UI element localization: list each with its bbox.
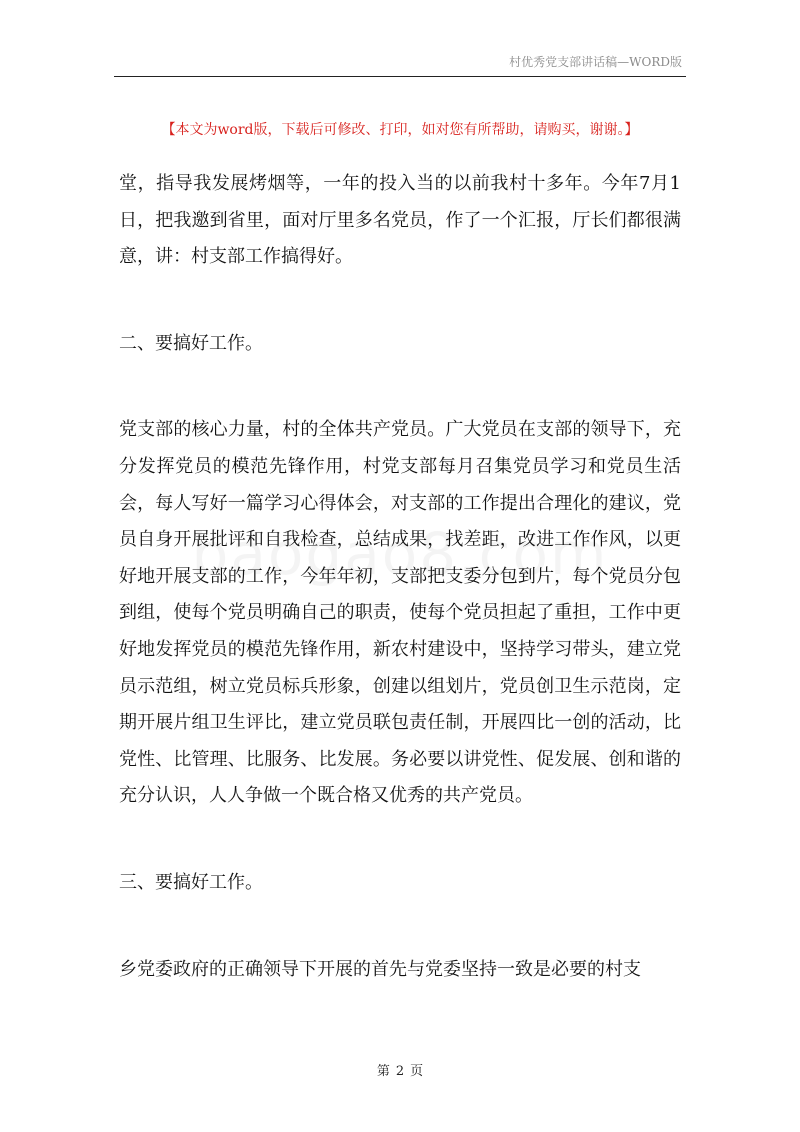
paragraph-1: 堂，指导我发展烤烟等，一年的投入当的以前我村十多年。今年7月1日，把我邀到省里，面对厅里多名党员，作了一个汇报，厅长们都很满意，讲：村支部工作搞得好。 [119,173,681,268]
running-header: 村优秀党支部讲话稿—WORD版 [509,55,682,69]
document-body [119,166,681,988]
paragraph-3: 乡党委政府的正确领导下开展的首先与党委坚持一致是必要的村支 [119,958,641,980]
page-footer [0,1060,800,1079]
page-number-suffix: 页 [410,1064,424,1079]
section-heading-2: 二、要搞好工作。 [119,332,263,354]
page-number: 2 [395,1064,405,1079]
download-notice: 【本文为word版，下载后可修改、打印，如对您有所帮助，请购买，谢谢。】 [161,122,639,138]
header-divider [114,76,686,77]
page-number-prefix: 第 [376,1064,390,1079]
section-heading-3: 三、要搞好工作。 [119,871,263,893]
paragraph-2: 党支部的核心力量，村的全体共产党员。广大党员在支部的领导下，充分发挥党员的模范先锋作用，村党支部每月召集党员学习和党员生活会，每人写好一篇学习心得体会，对支部的工作提出合理化的建议，党员自身开展批评和自我检查，总结成果，找差距，改进工作作风，以更好地开展支部的工作，今年年初，支部把支委分包到片，每个党员分包到组，使每个党员明确自己的职责，使每个党员担起了重担，工作中更好地发挥党员的模范先锋作用，新农村建设中，坚持学习带头，建立党员示范组，树立党员标兵形象，创建以组划片，党员创卫生示范岗，定期开展片组卫生评比，建立党员联包责任制，开展四比一创的活动，比党性、比管理、比服务、比发展。务必要以讲党性、促发展、创和谐的充分认识，人人争做一个既合格又优秀的共产党员。 [119,419,681,807]
